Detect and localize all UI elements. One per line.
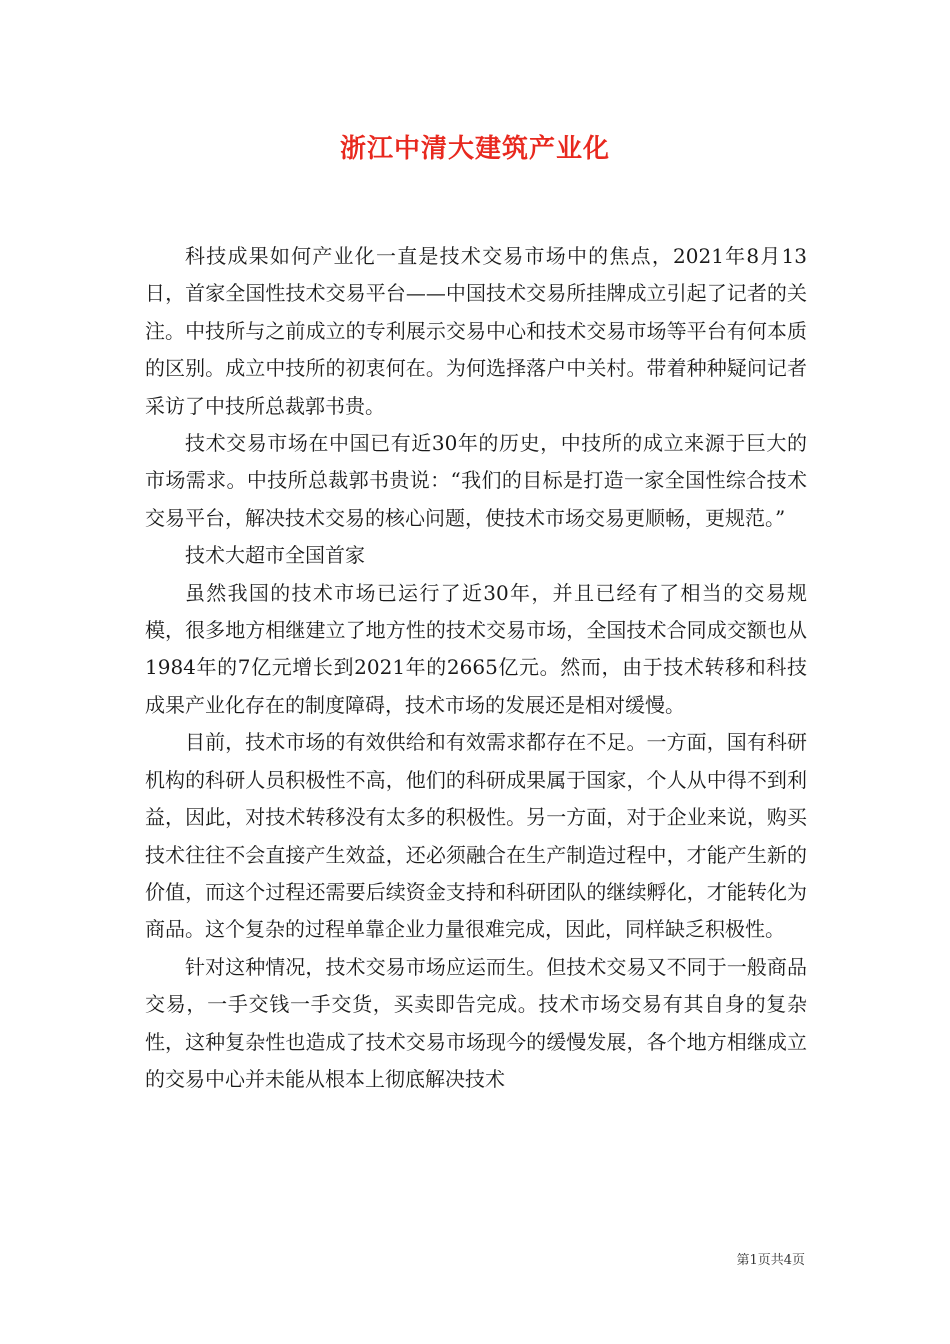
paragraph: 技术交易市场在中国已有近30年的历史，中技所的成立来源于巨大的市场需求。中技所总裁郭书贵说：“我们的目标是打造一家全国性综合技术交易平台，解决技术交易的核心问题，使技术市场交易更顺畅，更规范。”: [145, 431, 807, 530]
document-body: [145, 238, 807, 1098]
section-heading: 技术大超市全国首家: [185, 543, 365, 568]
paragraph: 目前，技术市场的有效供给和有效需求都存在不足。一方面，国有科研机构的科研人员积极性不高，他们的科研成果属于国家，个人从中得不到利益，因此，对技术转移没有太多的积极性。另一方面，对于企业来说，购买技术往往不会直接产生效益，还必须融合在生产制造过程中，才能产生新的价值，而这个过程还需要后续资金支持和科研团队的继续孵化，才能转化为商品。这个复杂的过程单靠企业力量很难完成，因此，同样缺乏积极性。: [145, 730, 807, 942]
paragraph: 科技成果如何产业化一直是技术交易市场中的焦点，2021年8月13日，首家全国性技术交易平台——中国技术交易所挂牌成立引起了记者的关注。中技所与之前成立的专利展示交易中心和技术交易市场等平台有何本质的区别。成立中技所的初衷何在。为何选择落户中关村。带着种种疑问记者采访了中技所总裁郭书贵。: [145, 244, 807, 418]
paragraph: 针对这种情况，技术交易市场应运而生。但技术交易又不同于一般商品交易，一手交钱一手交货，买卖即告完成。技术市场交易有其自身的复杂性，这种复杂性也造成了技术交易市场现今的缓慢发展，各个地方相继成立的交易中心并未能从根本上彻底解决技术: [145, 954, 807, 1091]
page-title: 浙江中清大建筑产业化: [339, 134, 610, 164]
paragraph: 虽然我国的技术市场已运行了近30年，并且已经有了相当的交易规模，很多地方相继建立了地方性的技术交易市场，全国技术合同成交额也从1984年的7亿元增长到2021年的2665亿元。然而，由于技术转移和科技成果产业化存在的制度障碍，技术市场的发展还是相对缓慢。: [145, 580, 807, 717]
page-number-footer: 第1页共4页: [736, 1253, 805, 1268]
